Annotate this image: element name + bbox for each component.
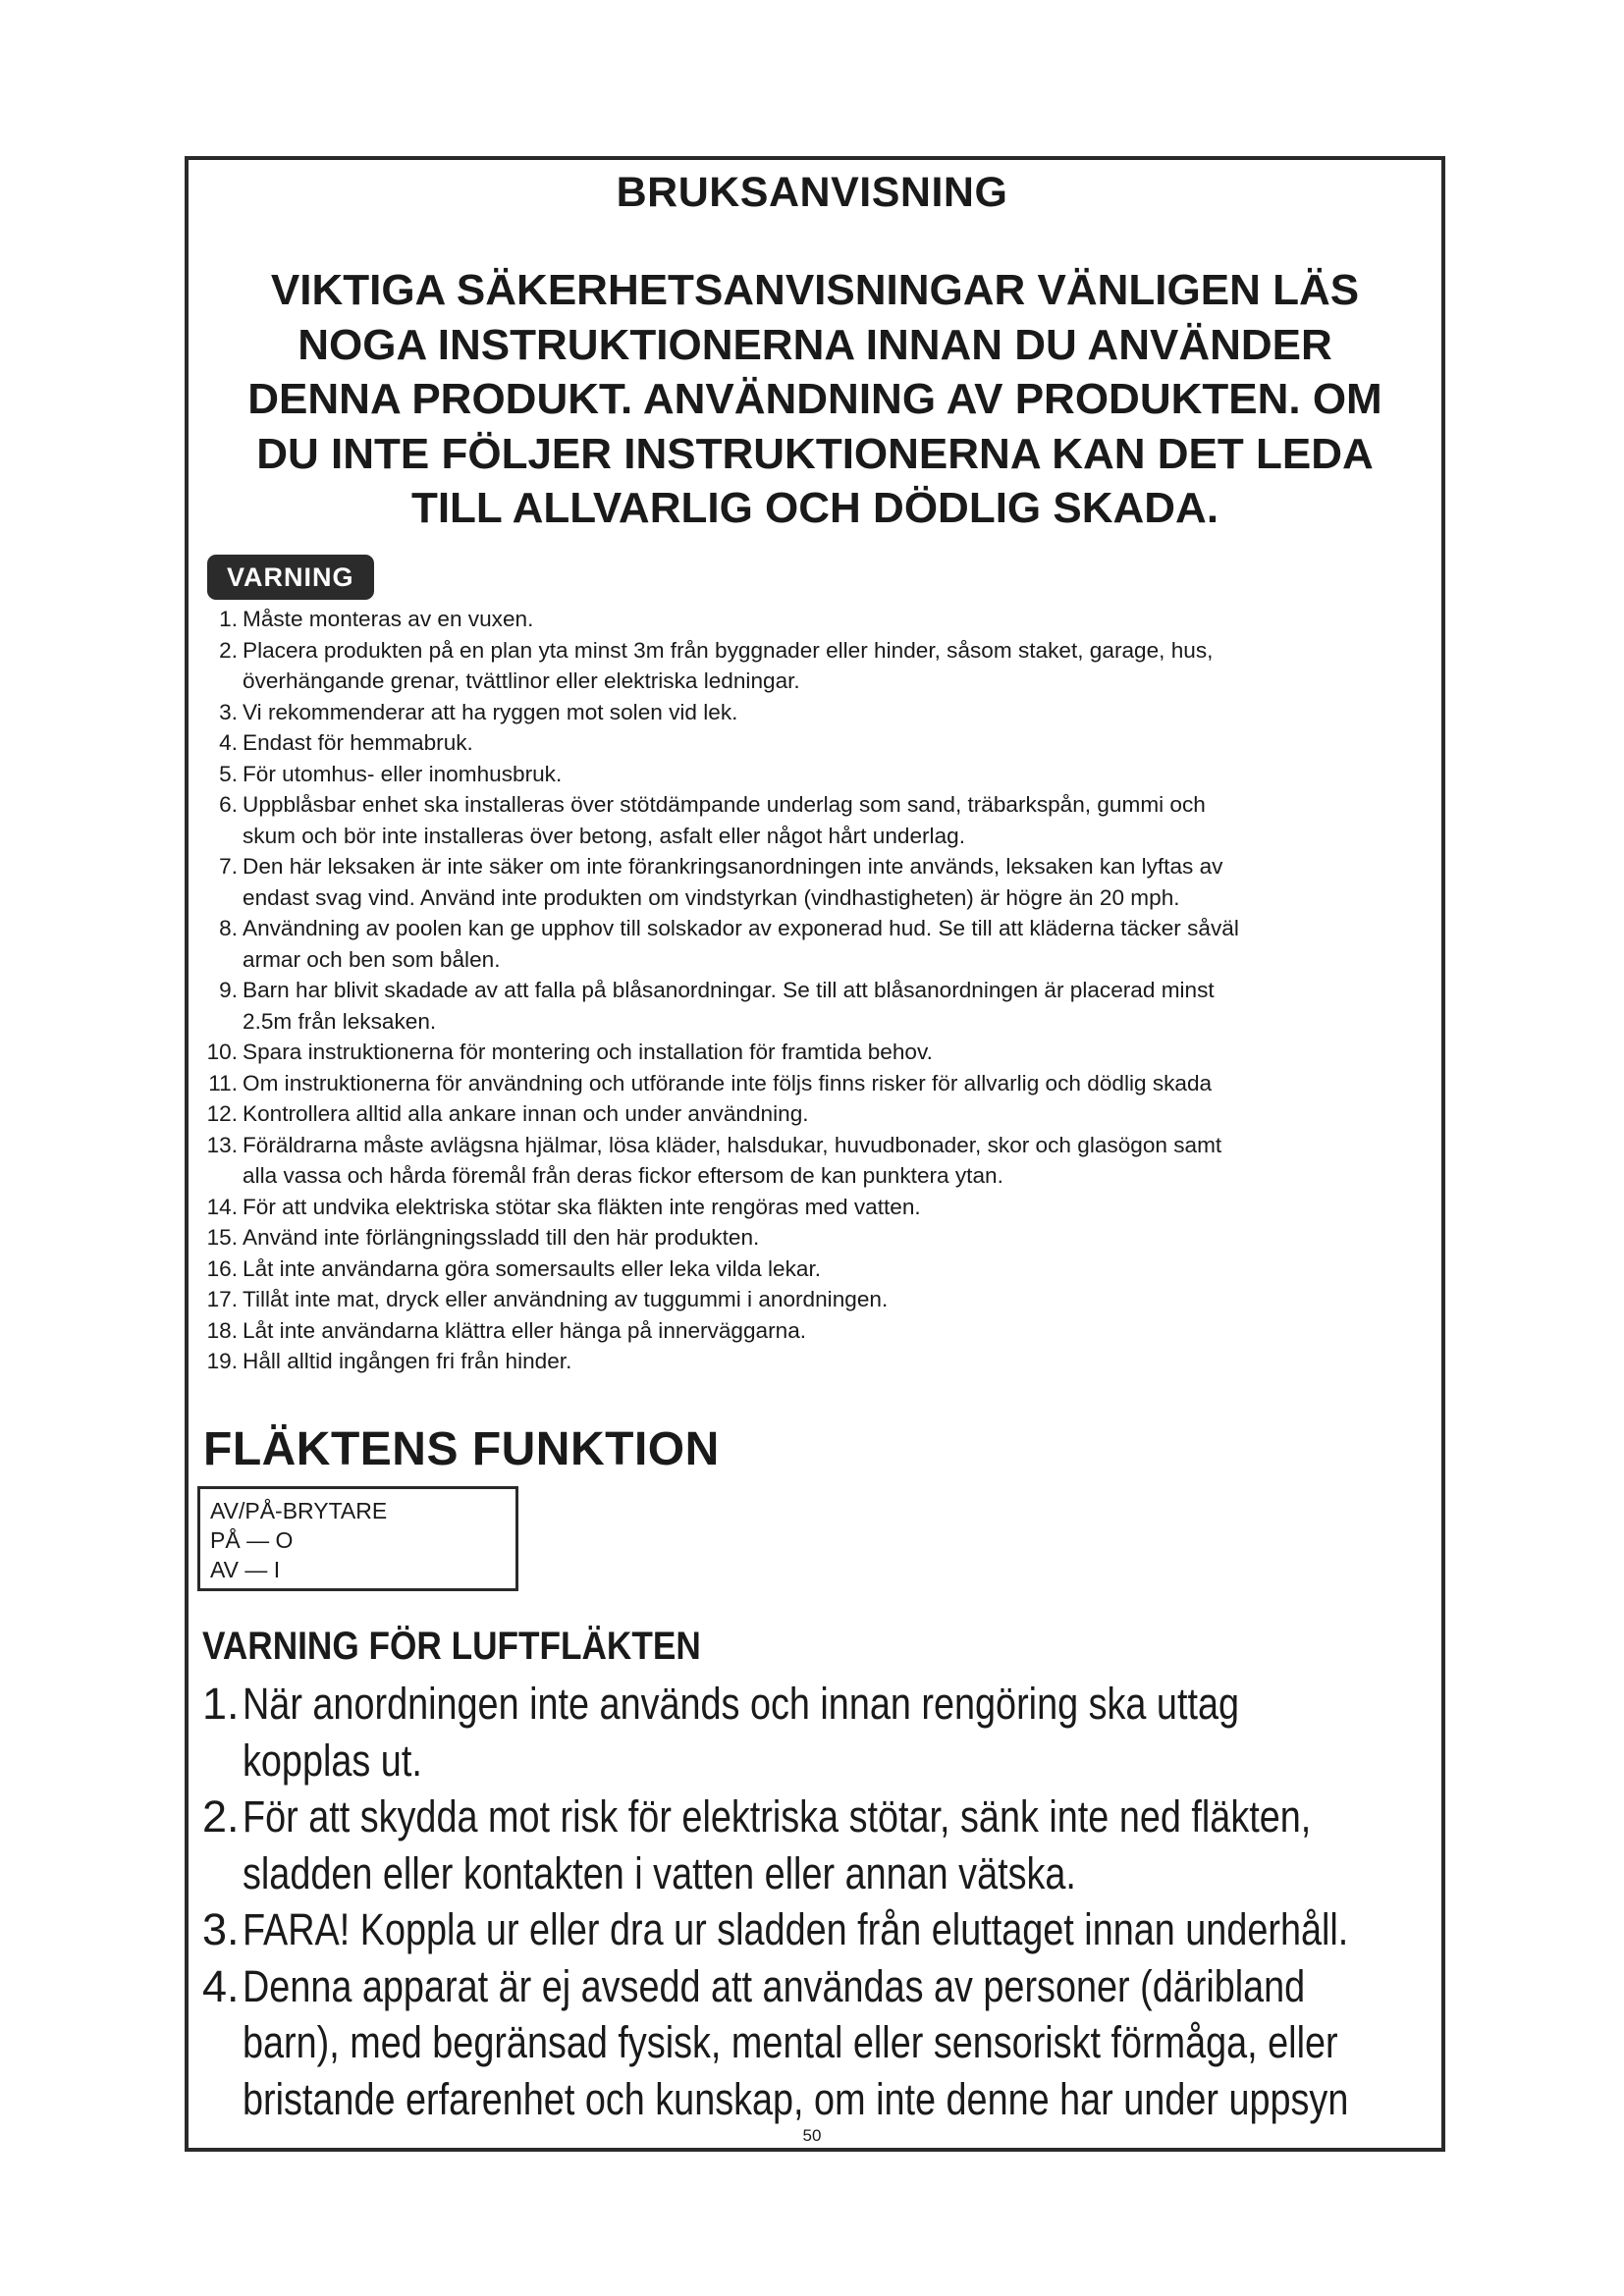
- list-item-number: 1.: [219, 607, 238, 631]
- list-item: [196, 1192, 1435, 1223]
- safety-heading-line: DU INTE FÖLJER INSTRUKTIONERNA KAN DET LEDA: [256, 429, 1374, 478]
- list-item-number: 2.: [219, 637, 238, 663]
- safety-heading-line: DENNA PRODUKT. ANVÄNDNING AV PRODUKTEN. OM: [247, 375, 1382, 423]
- list-item: [196, 1037, 1435, 1068]
- safety-heading: [196, 263, 1434, 536]
- list-item: [196, 1284, 1435, 1315]
- list-item-number: 17.: [206, 1287, 238, 1311]
- list-item-text: FARA! Koppla ur eller dra ur sladden från eluttaget innan underhåll.: [243, 1904, 1349, 1954]
- list-item-number: 4.: [202, 1960, 240, 2011]
- switch-line: AV/PÅ-BRYTARE: [210, 1498, 388, 1523]
- list-item-number: 3.: [202, 1904, 240, 1954]
- list-item: [202, 1901, 1559, 1958]
- list-item: [196, 789, 1435, 851]
- warning-badge: VARNING: [207, 555, 374, 600]
- list-item-number: 9.: [219, 978, 238, 1002]
- switch-info-box: [197, 1486, 518, 1591]
- list-item-text: Denna apparat är ej avsedd att användas av personer (däribland: [243, 1960, 1306, 2011]
- list-item: [196, 913, 1435, 975]
- list-item-number: 4.: [219, 730, 238, 755]
- list-item-number: 8.: [219, 916, 238, 940]
- list-item-number: 19.: [206, 1349, 238, 1373]
- warning-list: [196, 604, 1435, 1377]
- safety-heading-line: VIKTIGA SÄKERHETSANVISNINGAR VÄNLIGEN LÄS: [270, 266, 1360, 314]
- list-item: [196, 1130, 1435, 1192]
- list-item: [202, 1958, 1559, 2128]
- list-item-text: När anordningen inte används och innan rengöring ska uttag: [243, 1679, 1240, 1729]
- list-item-text: Låt inte användarna göra somersaults eller leka vilda lekar.: [243, 1255, 822, 1281]
- list-item-number: 14.: [206, 1194, 238, 1219]
- list-item-number: 2.: [202, 1791, 240, 1842]
- list-item-number: 10.: [206, 1040, 238, 1064]
- list-item: [196, 975, 1435, 1037]
- switch-line: AV — I: [210, 1557, 281, 1582]
- list-item-text: För att skydda mot risk för elektriska stötar, sänk inte ned fläkten,: [243, 1791, 1312, 1842]
- list-item-number: 7.: [219, 854, 238, 879]
- list-item-text: Placera produkten på en plan yta minst 3m från byggnader eller hinder, såsom staket, garage, hus,: [243, 637, 1214, 663]
- list-item-number: 13.: [206, 1132, 238, 1157]
- list-item-text: Vi rekommenderar att ha ryggen mot solen vid lek.: [243, 699, 738, 724]
- list-item-text: sladden eller kontakten i vatten eller annan vätska.: [243, 1847, 1076, 1898]
- list-item-number: 15.: [206, 1225, 238, 1250]
- list-item-text: Om instruktionerna för användning och utförande inte följs finns risker för allvarlig och dödlig skada: [243, 1070, 1213, 1095]
- list-item-text: skum och bör inte installeras över betong, asfalt eller något hårt underlag.: [243, 823, 965, 848]
- list-item: [196, 1346, 1435, 1377]
- list-item-text: Uppblåsbar enhet ska installeras över stötdämpande underlag som sand, träbarkspån, gummi och: [243, 792, 1206, 817]
- switch-line: PÅ — O: [210, 1527, 294, 1553]
- list-item-text: alla vassa och hårda föremål från deras fickor eftersom de kan punktera ytan.: [243, 1163, 1003, 1188]
- list-item: [196, 697, 1435, 728]
- list-item: [202, 1789, 1559, 1901]
- list-item: [196, 1068, 1435, 1099]
- list-item-text: endast svag vind. Använd inte produkten om vindstyrkan (vindhastigheten) är högre än 20 mph.: [243, 884, 1180, 910]
- list-item-text: Håll alltid ingången fri från hinder.: [243, 1349, 572, 1373]
- list-item-number: 1.: [202, 1679, 240, 1729]
- safety-heading-line: NOGA INSTRUKTIONERNA INNAN DU ANVÄNDER: [298, 320, 1332, 369]
- list-item: [196, 759, 1435, 790]
- list-item: [202, 1676, 1559, 1789]
- list-item-text: Spara instruktionerna för montering och installation för framtida behov.: [243, 1040, 933, 1064]
- list-item-text: Användning av poolen kan ge upphov till solskador av exponerad hud. Se till att kläderna täcker såväl: [243, 916, 1239, 940]
- list-item: [196, 1254, 1435, 1285]
- list-item: [196, 635, 1435, 697]
- list-item-text: överhängande grenar, tvättlinor eller elektriska ledningar.: [243, 668, 800, 693]
- list-item-text: Den här leksaken är inte säker om inte förankringsanordningen inte används, leksaken kan lyftas av: [243, 854, 1223, 879]
- list-item-text: kopplas ut.: [243, 1735, 422, 1786]
- list-item-text: bristande erfarenhet och kunskap, om inte denne har under uppsyn: [243, 2073, 1349, 2124]
- list-item-number: 3.: [219, 699, 238, 724]
- document-title: BRUKSANVISNING: [616, 169, 1008, 216]
- list-item-text: Barn har blivit skadade av att falla på blåsanordningar. Se till att blåsanordningen är placerad minst: [243, 978, 1215, 1002]
- list-item: [196, 1098, 1435, 1130]
- safety-heading-line: TILL ALLVARLIG OCH DÖDLIG SKADA.: [410, 484, 1219, 532]
- list-item: [196, 727, 1435, 759]
- fan-warning-list: [202, 1676, 1559, 2127]
- list-item-text: För att undvika elektriska stötar ska fläkten inte rengöras med vatten.: [243, 1194, 921, 1219]
- list-item-number: 6.: [219, 792, 238, 817]
- list-item-number: 5.: [219, 761, 238, 786]
- list-item-text: För utomhus- eller inomhusbruk.: [243, 761, 563, 786]
- list-item: [196, 1222, 1435, 1254]
- list-item-text: Endast för hemmabruk.: [243, 730, 473, 755]
- list-item-text: 2.5m från leksaken.: [243, 1008, 437, 1034]
- list-item-text: Använd inte förlängningssladd till den här produkten.: [243, 1225, 760, 1250]
- list-item-text: Tillåt inte mat, dryck eller användning av tuggummi i anordningen.: [243, 1287, 889, 1311]
- list-item: [196, 1315, 1435, 1347]
- list-item: [196, 604, 1435, 635]
- list-item-text: Kontrollera alltid alla ankare innan och under användning.: [243, 1101, 809, 1126]
- fan-function-heading: FLÄKTENS FUNKTION: [203, 1423, 720, 1475]
- list-item: [196, 851, 1435, 913]
- list-item-text: Låt inte användarna klättra eller hänga på innerväggarna.: [243, 1317, 807, 1343]
- list-item-text: Föräldrarna måste avlägsna hjälmar, lösa kläder, halsdukar, huvudbonader, skor och glasögon samt: [243, 1132, 1222, 1157]
- list-item-number: 18.: [206, 1317, 238, 1343]
- list-item-number: 12.: [206, 1101, 238, 1126]
- list-item-text: armar och ben som bålen.: [243, 946, 501, 972]
- list-item-number: 11.: [208, 1070, 238, 1095]
- fan-warning-heading: VARNING FÖR LUFTFLÄKTEN: [202, 1625, 701, 1668]
- list-item-text: Måste monteras av en vuxen.: [243, 607, 534, 631]
- page-number: 50: [802, 2126, 822, 2145]
- list-item-number: 16.: [206, 1255, 238, 1281]
- list-item-text: barn), med begränsad fysisk, mental eller sensoriskt förmåga, eller: [243, 2017, 1338, 2067]
